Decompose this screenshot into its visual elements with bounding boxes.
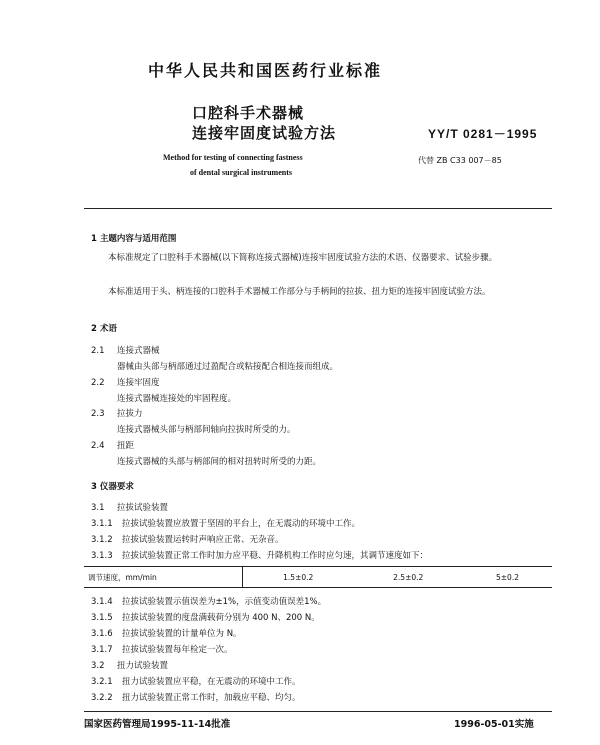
clause-number: 3.1.6: [91, 629, 113, 639]
term-name: 拉拔力: [117, 409, 143, 419]
term-definition: 连接式器械的头部与柄部间的相对扭转时所受的力距。: [117, 457, 322, 467]
standard-number: YY/T 0281－1995: [428, 127, 538, 141]
section-1-paragraph-2: 本标准适用于头、柄连接的口腔科手术器械工作部分与手柄间的拉拔、扭力矩的连接牢固度试验方法。: [108, 287, 491, 297]
clause-text: 拉拔试验装置应放置于坚固的平台上，在无震动的环境中工作。: [122, 519, 361, 529]
approval-date: 国家医药管理局1995-11-14批准: [84, 719, 231, 730]
clause-number: 3.1.1: [91, 519, 113, 529]
english-title-line-1: Method for testing of connecting fastness: [163, 153, 303, 162]
term-number: 2.4: [91, 441, 105, 451]
section-1-paragraph-1: 本标准规定了口腔科手术器械(以下简称连接式器械)连接牢固度试验方法的术语、仪器要求、试验步骤。: [108, 253, 498, 263]
clause-text: 拉拔试验装置每年检定一次。: [122, 645, 233, 655]
clause-text: 拉拔试验装置运转时声响应正常、无杂音。: [122, 535, 284, 545]
term-number: 2.2: [91, 378, 105, 388]
table-header-cell: 调节速度，mm/min: [84, 567, 243, 588]
table-cell: 5±0.2: [463, 567, 552, 588]
clause-text: 扭力试验装置: [117, 661, 169, 671]
clause-number: 3.2.1: [91, 677, 113, 687]
table-cell: 2.5±0.2: [353, 567, 463, 588]
term-definition: 器械由头部与柄部通过过盈配合或粘接配合相连接而组成。: [117, 362, 339, 372]
clause-number: 3.1.2: [91, 535, 113, 545]
title-line-1: 口腔科手术器械: [192, 104, 305, 122]
term-definition: 连接式器械连接处的牢固程度。: [117, 394, 237, 404]
implementation-date: 1996-05-01实施: [454, 719, 534, 730]
clause-text: 拉拔试验装置: [117, 503, 169, 513]
clause-text: 扭力试验装置应平稳，在无震动的环境中工作。: [122, 677, 301, 687]
industry-standard-header: 中华人民共和国医药行业标准: [148, 61, 383, 80]
footer-divider: [84, 711, 552, 712]
speed-table: [84, 566, 552, 588]
clause-text: 拉拔试验装置的计量单位为 N。: [122, 629, 242, 639]
english-title-line-2: of dental surgical instruments: [190, 168, 292, 177]
term-name: 连接式器械: [117, 346, 160, 356]
term-name: 扭距: [117, 441, 135, 451]
table-row: [84, 567, 552, 588]
clause-text: 拉拔试验装置示值误差为±1%，示值变动值误差1%。: [122, 597, 327, 607]
clause-number: 3.1: [91, 503, 105, 513]
term-name: 连接牢固度: [117, 378, 160, 388]
clause-text: 拉拔试验装置的度盘满载荷分别为 400 N、200 N。: [122, 613, 320, 623]
term-definition: 连接式器械头部与柄部间轴向拉拔时所受的力。: [117, 425, 296, 435]
header-divider: [84, 208, 552, 209]
clause-text: 扭力试验装置正常工作时，加载应平稳、均匀。: [122, 693, 301, 703]
table-cell: 1.5±0.2: [243, 567, 354, 588]
section-1-heading: 1 主题内容与适用范围: [91, 234, 177, 244]
term-number: 2.1: [91, 346, 105, 356]
clause-number: 3.2.2: [91, 693, 113, 703]
clause-number: 3.2: [91, 661, 105, 671]
clause-number: 3.1.5: [91, 613, 113, 623]
section-2-heading: 2 术语: [91, 324, 117, 334]
term-number: 2.3: [91, 409, 105, 419]
clause-number: 3.1.4: [91, 597, 113, 607]
clause-number: 3.1.3: [91, 551, 113, 561]
title-line-2: 连接牢固度试验方法: [192, 124, 337, 142]
section-3-heading: 3 仪器要求: [91, 482, 134, 492]
replaces-standard: 代替 ZB C33 007－85: [418, 156, 502, 165]
clause-text: 拉拔试验装置正常工作时加力应平稳、升降机构工作时应匀速，其调节速度如下：: [122, 551, 429, 561]
clause-number: 3.1.7: [91, 645, 113, 655]
